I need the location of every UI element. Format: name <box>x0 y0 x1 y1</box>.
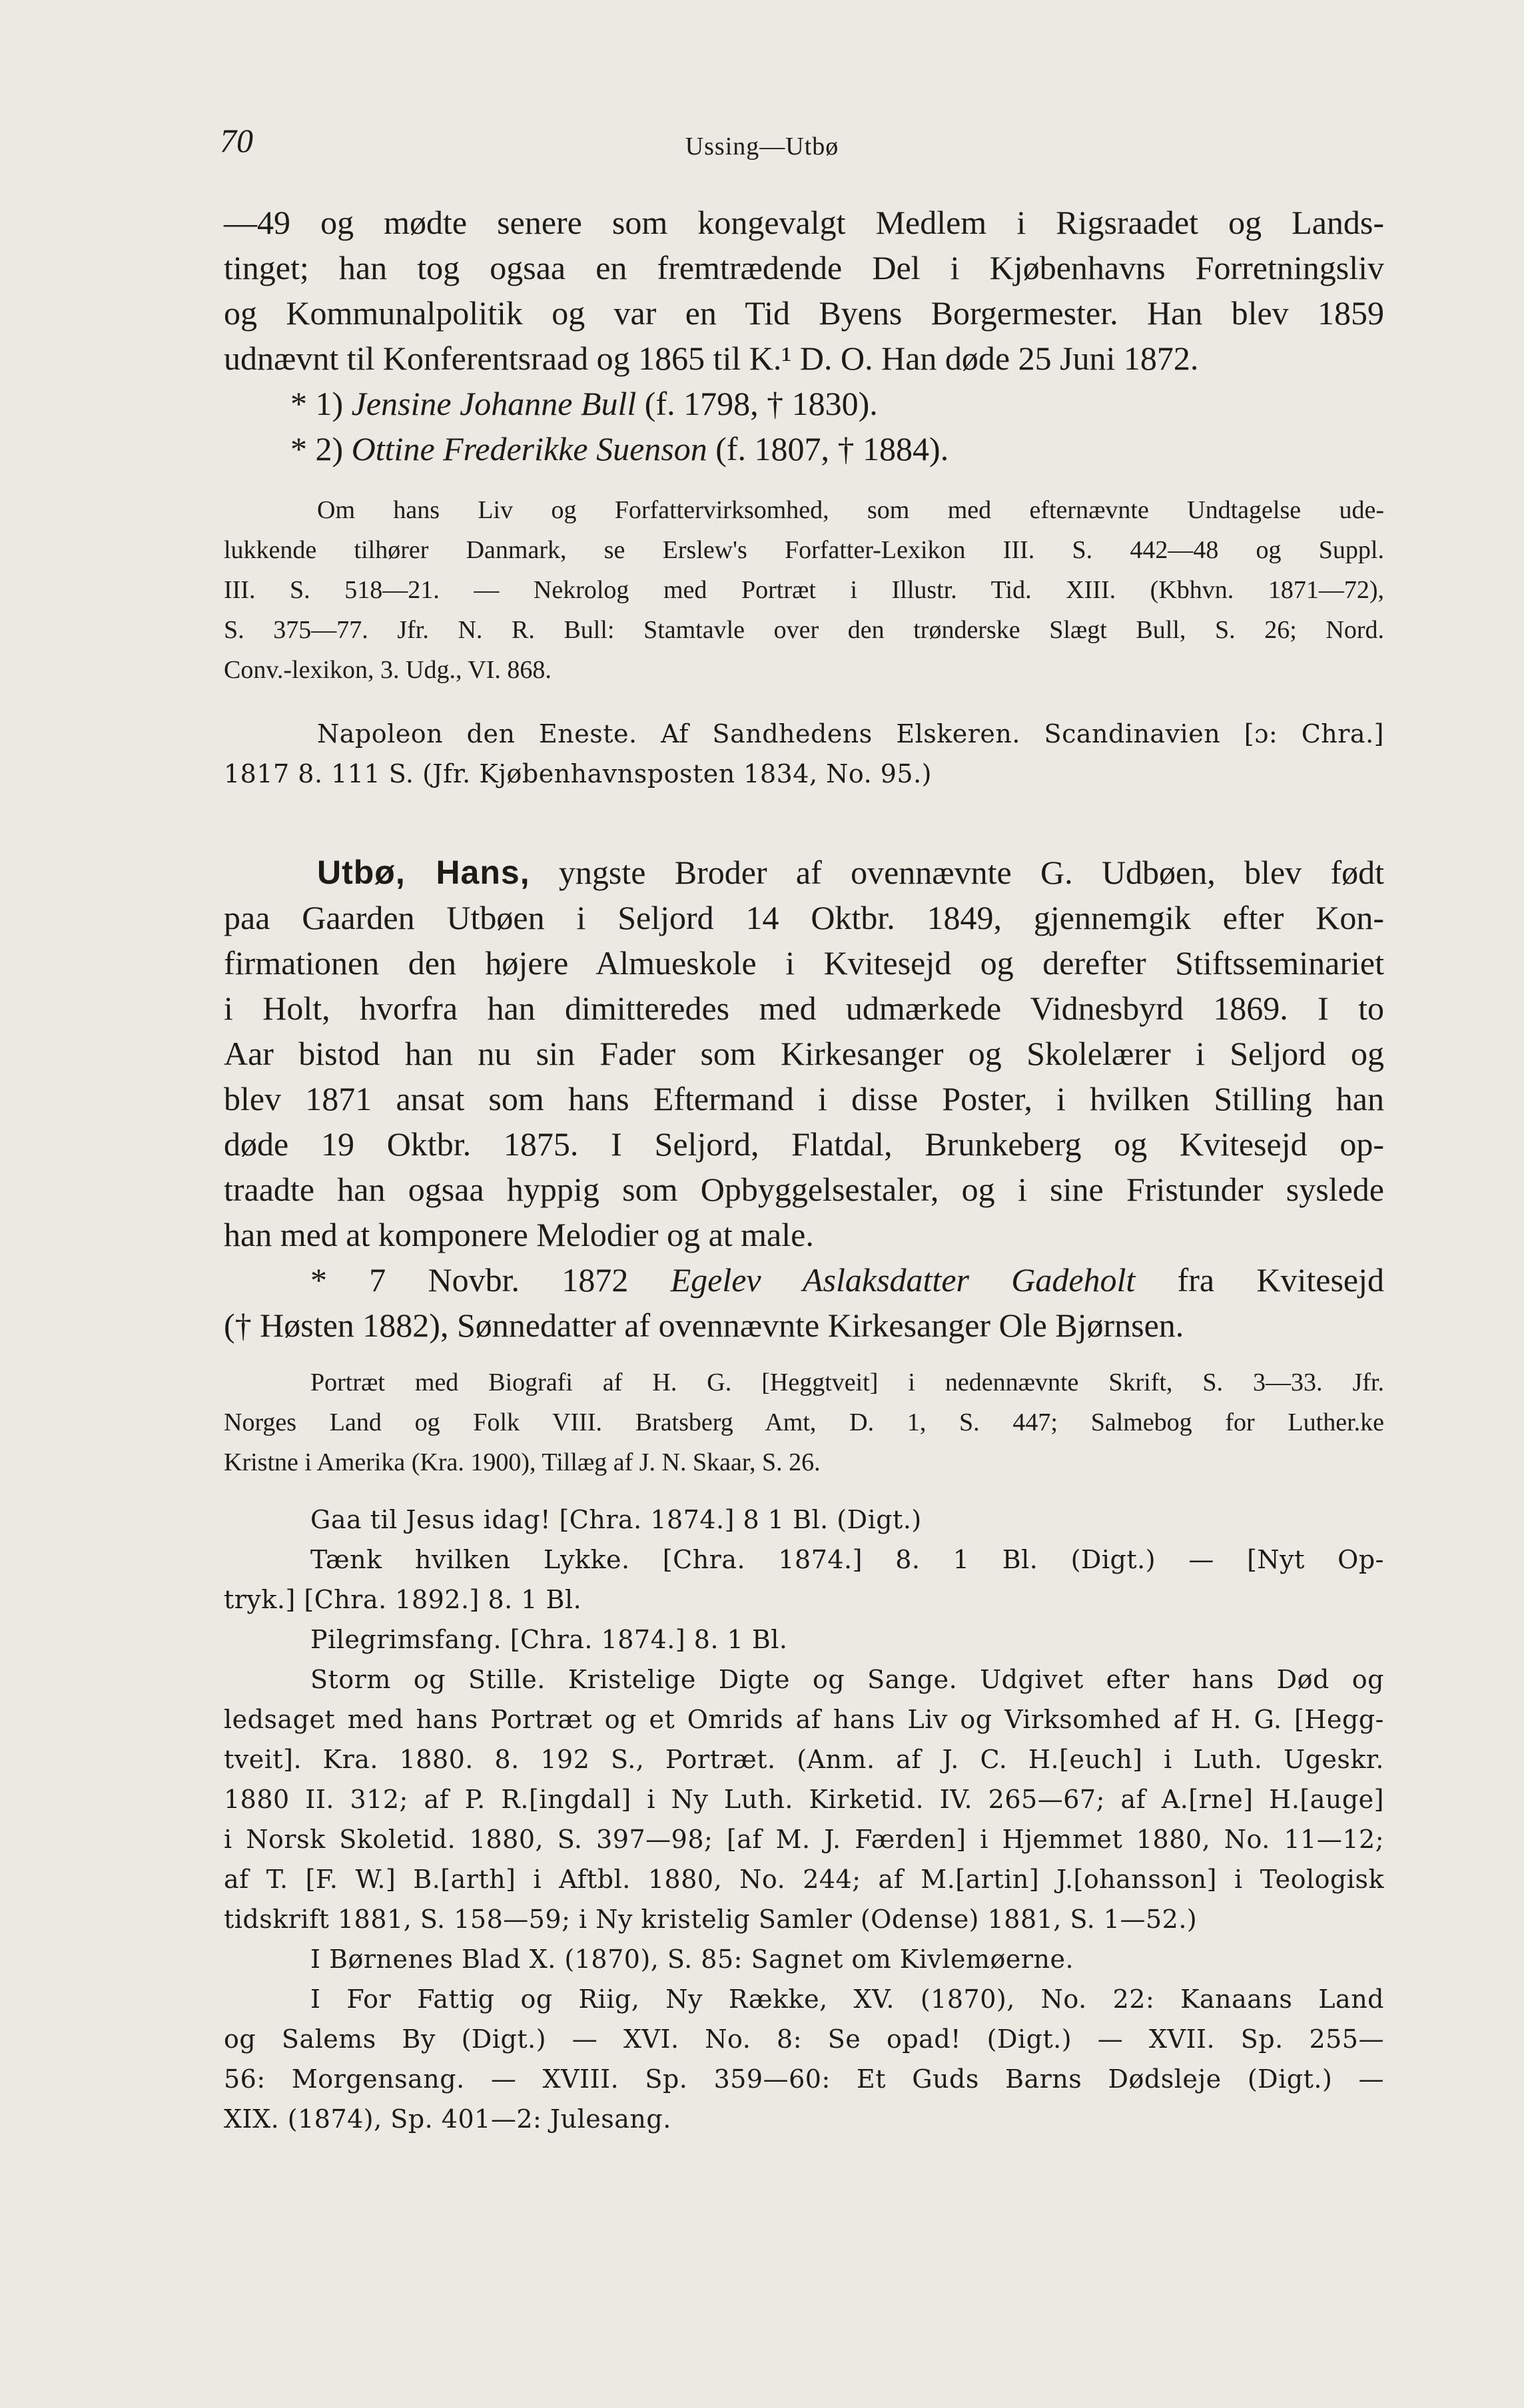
ussing-biography <box>224 200 1384 471</box>
text-line: lukkende tilhører Danmark, se Erslew's Forfatter-Lexikon III. S. 442—48 og Suppl. <box>224 536 1384 564</box>
text-line: 1880 II. 312; af P. R.[ingdal] i Ny Luth. Kirketid. IV. 265—67; af A.[rne] H.[auge] <box>224 1785 1384 1814</box>
text-line: III. S. 518—21. — Nekrolog med Portræt i Illustr. Tid. XIII. (Kbhvn. 1871—72), <box>224 576 1384 604</box>
text-line: Om hans Liv og Forfattervirksomhed, som med efternævnte Undtagelse ude- <box>317 496 1384 524</box>
text-line: tidskrift 1881, S. 158—59; i Ny kristelig Samler (Odense) 1881, S. 1—52.) <box>224 1905 1198 1934</box>
entry-heading-line <box>224 850 1384 895</box>
work-entry: Tænk hvilken Lykke. [Chra. 1874.] 8. 1 Bl. (Digt.) — [Nyt Op- <box>310 1545 1384 1574</box>
text-line: 1817 8. 111 S. (Jfr. Kjøbenhavnsposten 1834, No. 95.) <box>224 759 933 788</box>
text-line: udnævnt til Konferentsraad og 1865 til K.¹ D. O. Han døde 25 Juni 1872. <box>224 340 1199 377</box>
text-line: 56: Morgensang. — XVIII. Sp. 359—60: Et Guds Barns Dødsleje (Digt.) — <box>224 2064 1384 2094</box>
text-line: XIX. (1874), Sp. 401—2: Julesang. <box>224 2104 671 2134</box>
text-line: af T. [F. W.] B.[arth] i Aftbl. 1880, No. 244; af M.[artin] J.[ohansson] i Teologisk <box>224 1865 1384 1894</box>
text-line: († Høsten 1882), Sønnedatter af ovennævnte Kirkesanger Ole Bjørnsen. <box>224 1307 1184 1344</box>
running-head: Ussing—Utbø <box>685 133 839 160</box>
text-line: yngste Broder af ovennævnte G. Udbøen, blev født <box>530 854 1384 891</box>
text-line: paa Gaarden Utbøen i Seljord 14 Oktbr. 1849, gjennemgik efter Kon- <box>224 899 1384 936</box>
marriage-line <box>224 426 1384 471</box>
text-line: døde 19 Oktbr. 1875. I Seljord, Flatdal, Brunkeberg og Kvitesejd op- <box>224 1125 1384 1163</box>
ussing-references <box>224 490 1384 690</box>
marriage-prefix: * 7 Novbr. 1872 <box>310 1261 671 1299</box>
work-entry: Gaa til Jesus idag! [Chra. 1874.] 8 1 Bl. (Digt.) <box>310 1505 922 1534</box>
work-entry: Pilegrimsfang. [Chra. 1874.] 8. 1 Bl. <box>310 1625 788 1654</box>
text-line: tryk.] [Chra. 1892.] 8. 1 Bl. <box>224 1585 582 1614</box>
text-line: traadte han ogsaa hyppig som Opbyggelsestaler, og i sine Fristunder syslede <box>224 1171 1384 1208</box>
text-line: i Norsk Skoletid. 1880, S. 397—98; [af M. J. Færden] i Hjemmet 1880, No. 11—12; <box>224 1825 1384 1854</box>
page-number: 70 <box>220 122 253 159</box>
work-entry: I For Fattig og Riig, Ny Række, XV. (1870), No. 22: Kanaans Land <box>310 1984 1384 2014</box>
utbo-biography <box>224 850 1384 1348</box>
text-line: blev 1871 ansat som hans Eftermand i disse Poster, i hvilken Stilling han <box>224 1080 1384 1117</box>
text-line: i Holt, hvorfra han dimitteredes med udmærkede Vidnesbyrd 1869. I to <box>224 990 1384 1027</box>
entry-name: Utbø, Hans, <box>317 854 530 891</box>
text-line: ledsaget med hans Portræt og et Omrids af hans Liv og Virksomhed af H. G. [Hegg- <box>224 1705 1384 1734</box>
marriage-line <box>224 1257 1384 1303</box>
utbo-references <box>224 1362 1384 1482</box>
work-entry: Storm og Stille. Kristelige Digte og Sange. Udgivet efter hans Død og <box>310 1665 1384 1694</box>
text-line: firmationen den højere Almueskole i Kvitesejd og derefter Stiftsseminariet <box>224 944 1384 982</box>
marriage-suffix: (f. 1807, † 1884). <box>707 430 949 467</box>
ussing-work <box>224 714 1384 794</box>
marriage-suffix: fra Kvitesejd <box>1135 1261 1384 1299</box>
text-line: S. 375—77. Jfr. N. R. Bull: Stamtavle over den trønderske Slægt Bull, S. 26; Nord. <box>224 616 1384 644</box>
marriage-line <box>224 381 1384 426</box>
work-entry: I Børnenes Blad X. (1870), S. 85: Sagnet om Kivlemøerne. <box>310 1945 1074 1974</box>
text-line: Kristne i Amerika (Kra. 1900), Tillæg af J. N. Skaar, S. 26. <box>224 1448 821 1476</box>
text-line: han med at komponere Melodier og at male. <box>224 1216 814 1253</box>
text-line: Portræt med Biografi af H. G. [Heggtveit] i nedennævnte Skrift, S. 3—33. Jfr. <box>310 1368 1384 1396</box>
text-line: og Kommunalpolitik og var en Tid Byens Borgermester. Han blev 1859 <box>224 294 1384 332</box>
marriage-prefix: * 2) <box>290 430 352 467</box>
text-line: Norges Land og Folk VIII. Bratsberg Amt, D. 1, S. 447; Salmebog for Luther.ke <box>224 1408 1384 1436</box>
text-line: Napoleon den Eneste. Af Sandhedens Elskeren. Scandinavien [ɔ: Chra.] <box>317 719 1384 749</box>
text-line: Conv.-lexikon, 3. Udg., VI. 868. <box>224 656 552 684</box>
utbo-works <box>224 1500 1384 2139</box>
text-line: —49 og mødte senere som kongevalgt Medlem i Rigsraadet og Lands- <box>224 204 1384 241</box>
text-line: tveit]. Kra. 1880. 8. 192 S., Portræt. (Anm. af J. C. H.[euch] i Luth. Ugeskr. <box>224 1745 1384 1774</box>
text-line: tinget; han tog ogsaa en fremtrædende Del i Kjøbenhavns Forretningsliv <box>224 249 1384 286</box>
marriage-prefix: * 1) <box>290 385 352 422</box>
spouse-name: Jensine Johanne Bull <box>351 385 637 422</box>
spouse-name: Ottine Frederikke Suenson <box>351 430 707 467</box>
text-line: Aar bistod han nu sin Fader som Kirkesanger og Skolelærer i Seljord og <box>224 1035 1384 1072</box>
spouse-name: Egelev Aslaksdatter Gadeholt <box>670 1261 1136 1299</box>
text-line: og Salems By (Digt.) — XVI. No. 8: Se opad! (Digt.) — XVII. Sp. 255— <box>224 2024 1384 2054</box>
marriage-suffix: (f. 1798, † 1830). <box>636 385 878 422</box>
